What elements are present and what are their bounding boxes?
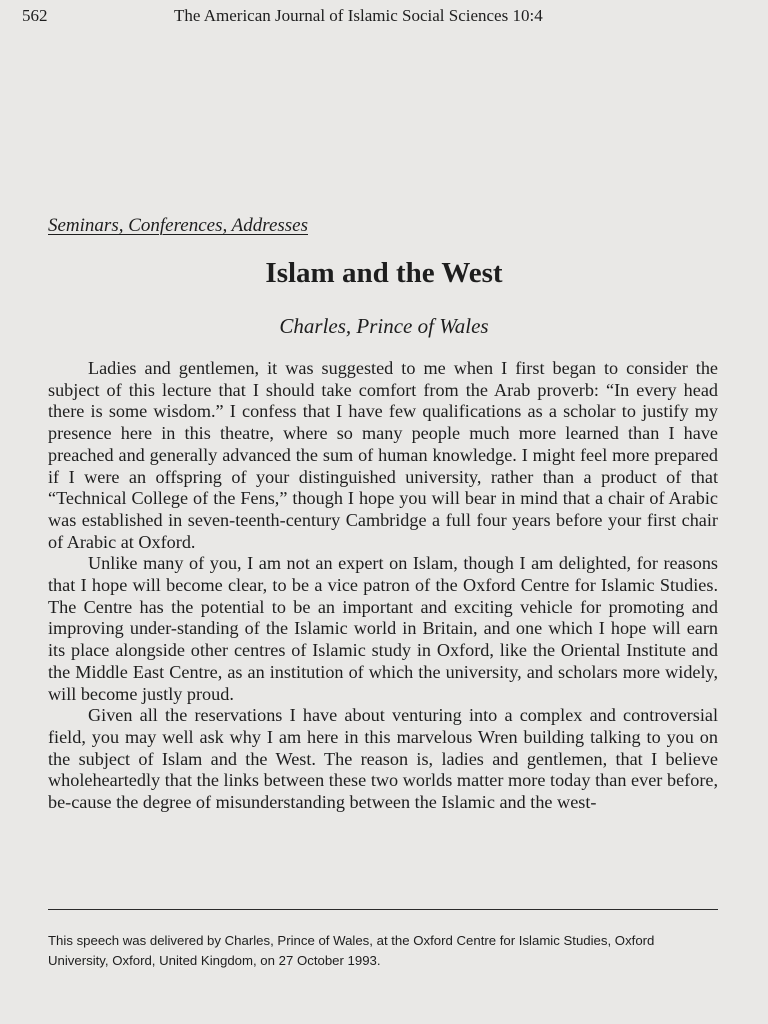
journal-title: The American Journal of Islamic Social Sciences 10:4 xyxy=(174,6,543,25)
page-number: 562 xyxy=(22,6,48,25)
paragraph-1: Ladies and gentlemen, it was suggested to me when I first began to consider the subject of this lecture that I should take comfort from the Arab proverb: “In every head there is some wisdom.” I confess that I have few qualifications as a scholar to justify my presence here in this theatre, where so many people much more learned than I have preached and generally advanced the sum of human knowledge. I might feel more prepared if I were an offspring of your distinguished university, rather than a product of that “Technical College of the Fens,” though I hope you will bear in mind that a chair of Arabic was established in seven-teenth-century Cambridge a full four years before your first chair of Arabic at Oxford. xyxy=(48,358,718,552)
footnote-divider xyxy=(48,909,718,910)
paragraph-3: Given all the reservations I have about venturing into a complex and controversial field, you may well ask why I am here in this marvelous Wren building talking to you on the subject of Islam and the West. The reason is, ladies and gentlemen, that I believe wholeheartedly that the links between these two worlds matter more today than ever before, be-cause the degree of misunderstanding between the Islamic and the west- xyxy=(48,705,718,813)
paragraph-2: Unlike many of you, I am not an expert on Islam, though I am delighted, for reasons that I hope will become clear, to be a vice patron of the Oxford Centre for Islamic Studies. The Centre has the potential to be an important and exciting vehicle for promoting and improving under-standing of the Islamic world in Britain, and one which I hope will earn its place alongside other centres of Islamic study in Oxford, like the Oriental Institute and the Middle East Centre, as an institution of which the university, and scholars more widely, will become justly proud. xyxy=(48,553,718,704)
section-label: Seminars, Conferences, Addresses xyxy=(48,215,308,236)
article-author: Charles, Prince of Wales xyxy=(279,314,489,338)
footnote: This speech was delivered by Charles, Prince of Wales, at the Oxford Centre for Islamic Studies, Oxford University, Oxford, United Kingdom, on 27 October 1993. xyxy=(48,933,655,968)
article-body xyxy=(48,358,718,814)
running-header xyxy=(22,4,738,28)
article-title: Islam and the West xyxy=(265,257,503,289)
